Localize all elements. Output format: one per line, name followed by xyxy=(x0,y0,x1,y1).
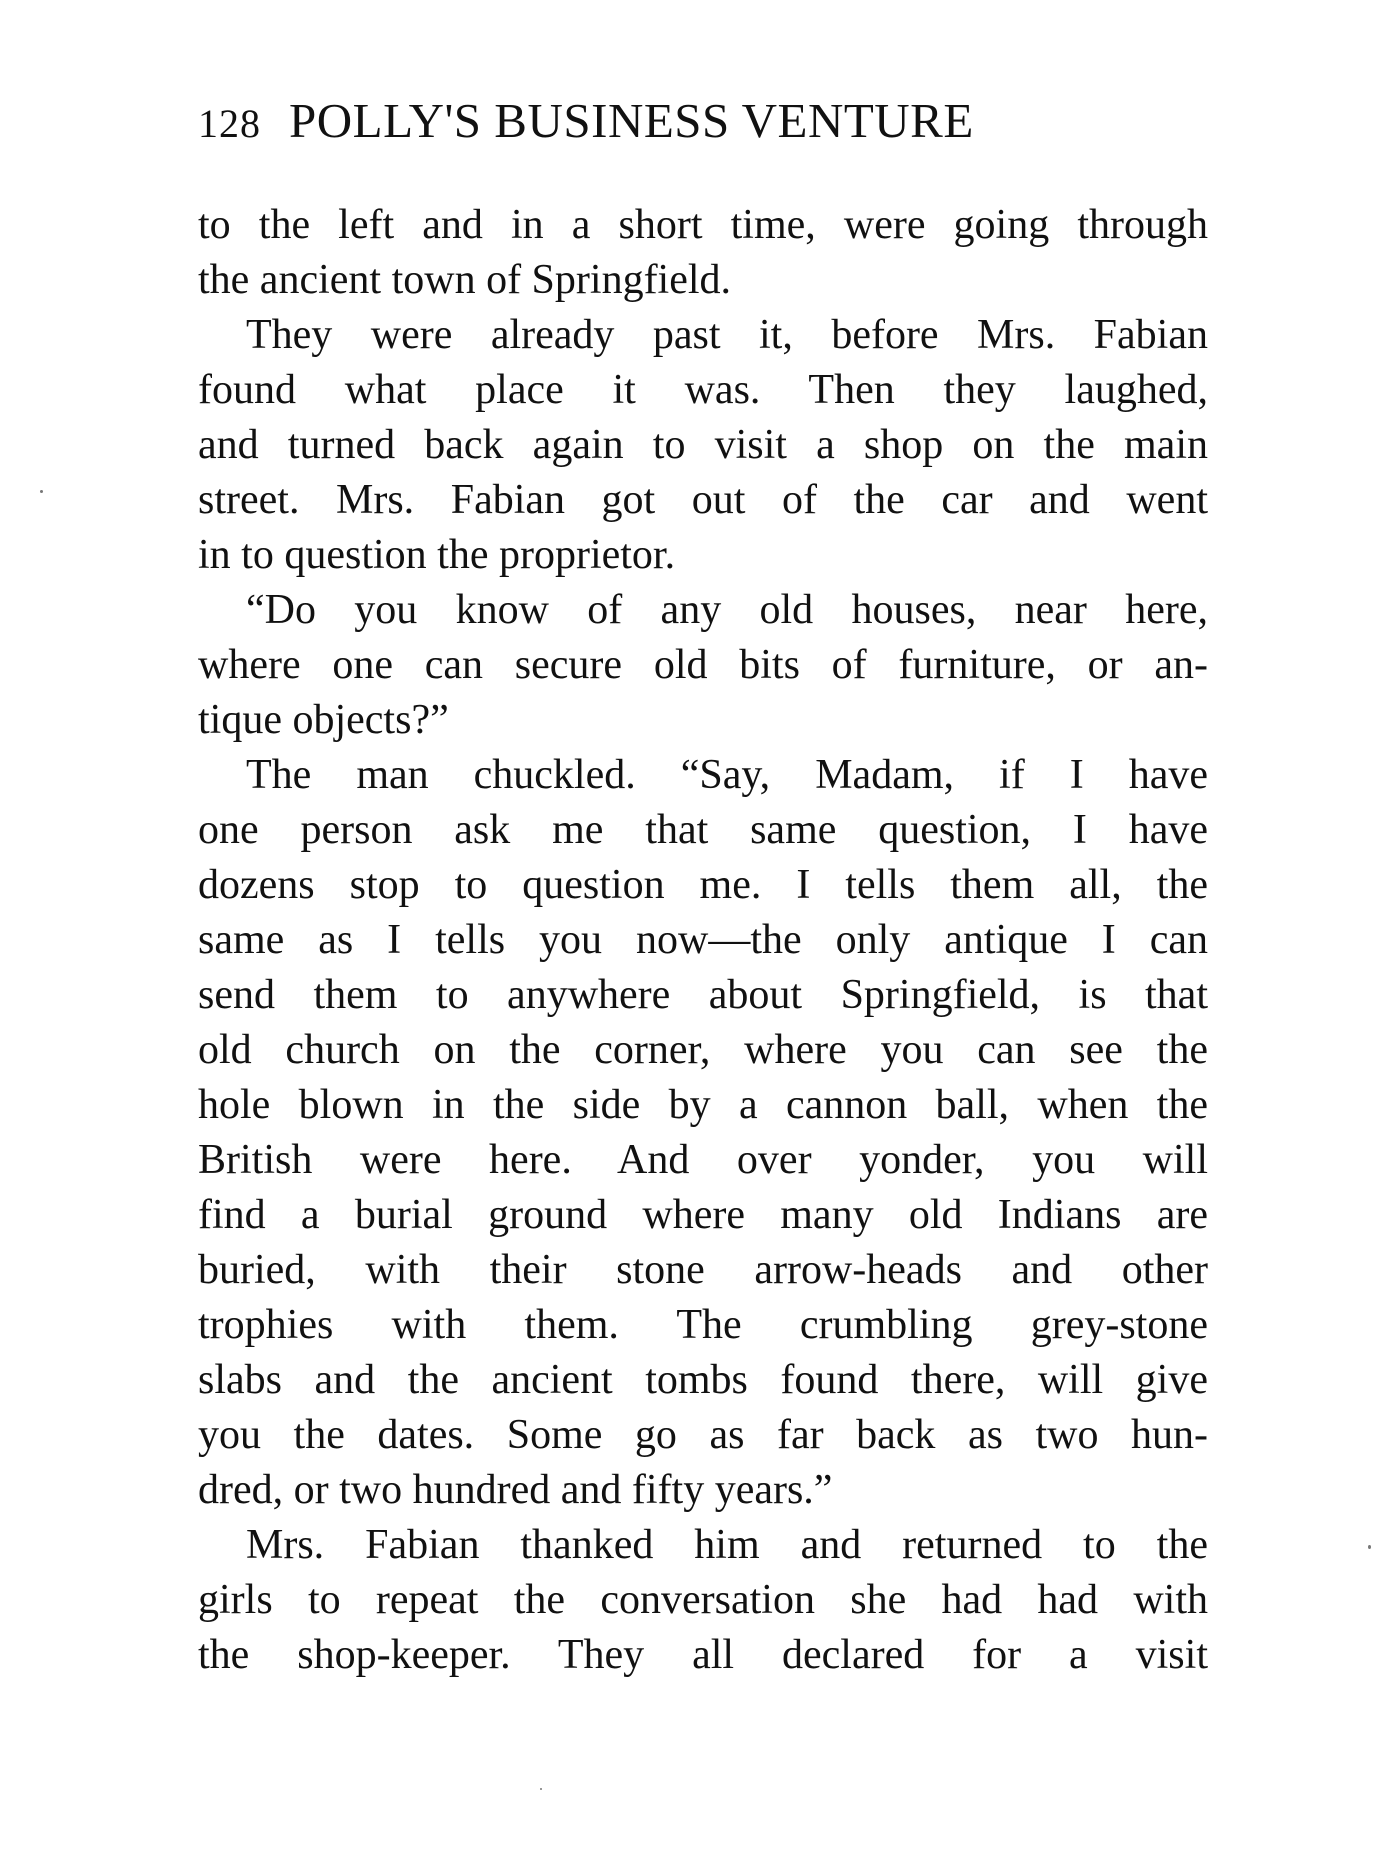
paragraph-first-line: The man chuckled. “Say, Madam, if I have xyxy=(246,752,1208,798)
text-line: found what place it was. Then they laughed, xyxy=(198,367,1208,413)
body-text xyxy=(198,198,1208,1683)
scan-speck xyxy=(40,490,43,493)
scan-speck xyxy=(540,1788,542,1790)
text-line: old church on the corner, where you can see the xyxy=(198,1027,1208,1073)
paragraph-first-line: “Do you know of any old houses, near here, xyxy=(246,587,1208,633)
text-line: slabs and the ancient tombs found there, will give xyxy=(198,1357,1208,1403)
running-head xyxy=(198,92,1208,162)
text-line: hole blown in the side by a cannon ball, when the xyxy=(198,1082,1208,1128)
text-line: to the left and in a short time, were going through xyxy=(198,202,1208,248)
book-title: POLLY'S BUSINESS VENTURE xyxy=(289,93,974,148)
text-line: buried, with their stone arrow-heads and other xyxy=(198,1247,1208,1293)
scan-speck xyxy=(1368,1545,1371,1549)
text-line: in to question the proprietor. xyxy=(198,532,676,578)
text-line: the ancient town of Springfield. xyxy=(198,257,732,303)
paragraph-first-line: They were already past it, before Mrs. Fabian xyxy=(246,312,1208,358)
text-line: street. Mrs. Fabian got out of the car and went xyxy=(198,477,1208,523)
text-line: tique objects?” xyxy=(198,697,449,743)
text-line: find a burial ground where many old Indians are xyxy=(198,1192,1208,1238)
text-line: dred, or two hundred and fifty years.” xyxy=(198,1467,833,1513)
text-line: girls to repeat the conversation she had had with xyxy=(198,1577,1208,1623)
text-line: the shop-keeper. They all declared for a visit xyxy=(198,1632,1208,1678)
text-line: trophies with them. The crumbling grey-stone xyxy=(198,1302,1208,1348)
text-line: one person ask me that same question, I have xyxy=(198,807,1208,853)
text-line: dozens stop to question me. I tells them all, the xyxy=(198,862,1208,908)
page-number: 128 xyxy=(198,101,261,146)
text-line: you the dates. Some go as far back as two hun- xyxy=(198,1412,1208,1458)
text-line: and turned back again to visit a shop on the main xyxy=(198,422,1208,468)
text-line: send them to anywhere about Springfield, is that xyxy=(198,972,1208,1018)
paragraph-first-line: Mrs. Fabian thanked him and returned to the xyxy=(246,1522,1208,1568)
text-line: same as I tells you now—the only antique I can xyxy=(198,917,1208,963)
text-line: British were here. And over yonder, you will xyxy=(198,1137,1208,1183)
text-line: where one can secure old bits of furniture, or an- xyxy=(198,642,1208,688)
